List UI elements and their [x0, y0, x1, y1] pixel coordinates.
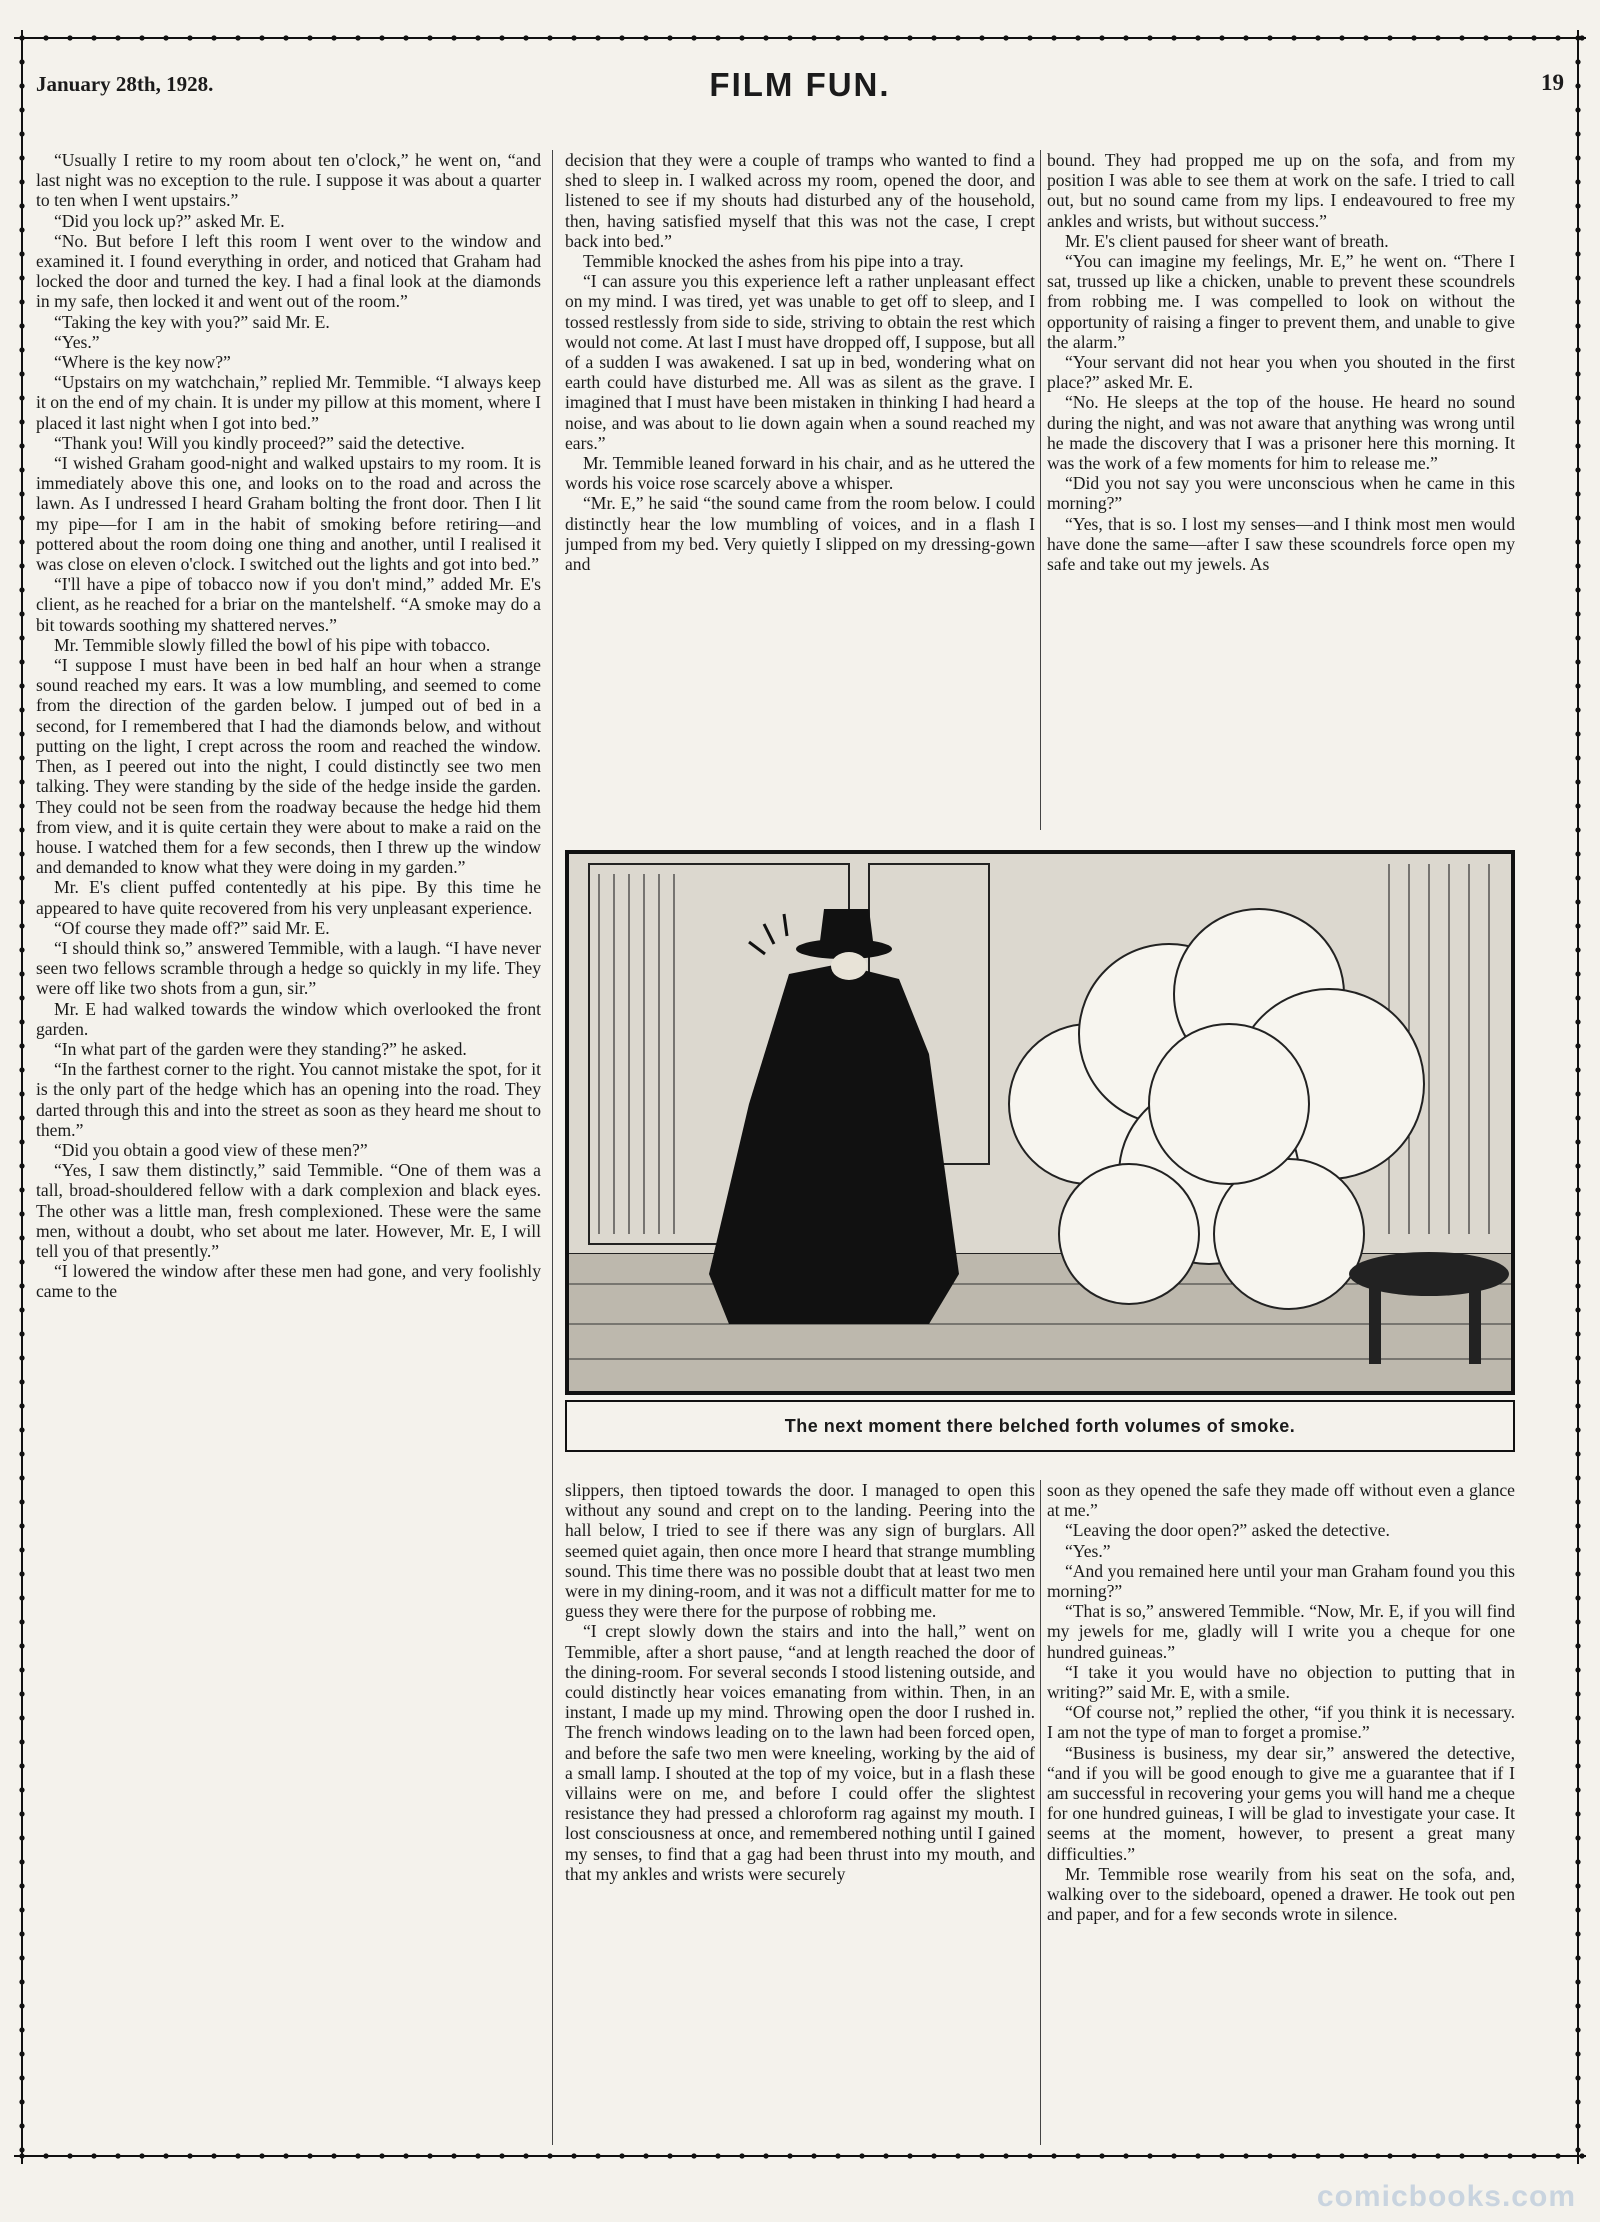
story-paragraph: “Did you obtain a good view of these men?” — [54, 1139, 368, 1160]
story-column-3-continued — [1047, 1480, 1515, 2145]
story-paragraph: soon as they opened the safe they made off without even a glance at me.” — [1047, 1480, 1515, 1521]
page-number: 19 — [1541, 70, 1564, 95]
story-illustration — [565, 850, 1515, 1395]
story-paragraph: “Usually I retire to my room about ten o'clock,” he went on, “and last night was no exception to the rule. I suppose it was about a quarter to ten when I went upstairs.” — [36, 150, 541, 211]
story-paragraph: “In what part of the garden were they standing?” he asked. — [54, 1038, 467, 1059]
story-paragraph: “Did you not say you were unconscious when he came in this morning?” — [1047, 473, 1515, 514]
story-paragraph: “Mr. E,” he said “the sound came from the room below. I could distinctly hear the low mumbling of voices, and in a flash I jumped from my bed. Very quietly I slipped on my dressing-gown and — [565, 493, 1035, 575]
story-paragraph: Mr. E's client paused for sheer want of breath. — [1065, 230, 1389, 251]
story-paragraph: “Business is business, my dear sir,” answered the detective, “and if you will be good enough to give me a guarantee that if I am successful in recovering your gems you will hand me a cheque for one hundred guineas, I will be glad to investigate your case. It seems at the moment, however, to present a great many difficulties.” — [1047, 1742, 1515, 1864]
story-paragraph: “Yes, I saw them distinctly,” said Temmible. “One of them was a tall, broad-shouldered fellow with a dark complexion and black eyes. The other was a little man, fresh complexioned. These were the same men, without a doubt, who set about me later. However, Mr. E, I will tell you of that presently.” — [36, 1160, 541, 1261]
issue-date: January 28th, 1928. — [36, 72, 214, 96]
story-paragraph: Mr. Temmible rose wearily from his seat on the sofa, and, walking over to the sideboard, opened a drawer. He took out pen and paper, and for a few seconds wrote in silence. — [1047, 1863, 1515, 1925]
magazine-title: FILM FUN. — [709, 66, 891, 103]
story-paragraph: “In the farthest corner to the right. You cannot mistake the spot, for it is the only part of the hedge which has an opening into the road. They darted through this and into the street as soon as they heard me shout to them.” — [36, 1059, 541, 1140]
story-paragraph: slippers, then tiptoed towards the door. I managed to open this without any sound and crept on to the landing. Peering into the hall below, I tried to see if there was any sign of burglars. All seemed quiet again, then once more I heard that strange mumbling sound. This time there was no possible doubt that at least two men were in my dining-room, and it was not a difficult matter for me to guess they were there for the purpose of robbing me. — [565, 1480, 1035, 1622]
story-paragraph: “Leaving the door open?” asked the detective. — [1065, 1520, 1390, 1541]
story-paragraph: “I lowered the window after these men had gone, and very foolishly came to the — [36, 1261, 541, 1302]
column-divider — [552, 150, 553, 2145]
burglar-smoke-drawing — [569, 854, 1511, 1391]
story-paragraph: “You can imagine my feelings, Mr. E,” he went on. “There I sat, trussed up like a chicken, unable to prevent these scoundrels from robbing me. I was compelled to look on without the opportunity of raising a finger to prevent them, and unable to give the alarm.” — [1047, 251, 1515, 352]
story-paragraph: “Thank you! Will you kindly proceed?” said the detective. — [54, 432, 465, 453]
page-border-left — [14, 30, 30, 2164]
story-paragraph: “I take it you would have no objection to putting that in writing?” said Mr. E, with a smile. — [1047, 1661, 1515, 1703]
column-divider — [1040, 150, 1041, 830]
story-paragraph: “Yes.” — [54, 331, 100, 352]
story-paragraph: “Taking the key with you?” said Mr. E. — [54, 311, 330, 332]
story-paragraph: Mr. Temmible slowly filled the bowl of his pipe with tobacco. — [54, 634, 491, 655]
story-paragraph: “That is so,” answered Temmible. “Now, Mr. E, if you will find my jewels for me, gladly will I write you a cheque for one hundred guineas.” — [1047, 1601, 1515, 1662]
illustration-caption: The next moment there belched forth volumes of smoke. — [565, 1400, 1515, 1452]
column-divider — [1040, 1480, 1041, 2145]
page-border-right — [1570, 30, 1586, 2164]
story-paragraph: “Of course not,” replied the other, “if you think it is necessary. I am not the type of man to forget a promise.” — [1047, 1702, 1515, 1743]
story-paragraph: decision that they were a couple of tramps who wanted to find a shed to sleep in. I walked across my room, opened the door, and listened to see if my shouts had disturbed any of the household, then, having satisfied myself that this was not the case, I crept back into bed.” — [565, 150, 1035, 251]
story-paragraph: “Of course they made off?” said Mr. E. — [54, 917, 330, 938]
watermark: comicbooks.com — [1316, 2180, 1576, 2213]
story-paragraph: “I wished Graham good-night and walked upstairs to my room. It is immediately above this one, and looks on to the road and across the lawn. As I undressed I heard Graham bolting the front door. Then I lit my pipe—for I am in the habit of smoking before retiring—and pottered about the room doing one thing and another, until I realised it was close on eleven o'clock. I switched out the lights and got into bed.” — [36, 453, 541, 575]
story-paragraph: “Your servant did not hear you when you shouted in the first place?” asked Mr. E. — [1047, 352, 1515, 393]
story-paragraph: “I can assure you this experience left a rather unpleasant effect on my mind. I was tired, yet was unable to get off to sleep, and I tossed restlessly from side to side, striving to obtain the rest which would not come. At last I must have dropped off, I suppose, but all of a sudden I was awakened. I sat up in bed, wondering what on earth could have disturbed me. All was as silent as the grave. I imagined that I must have been mistaken in thinking I had heard a noise, and was about to lie down again when a sound reached my ears.” — [565, 271, 1035, 453]
story-paragraph: “And you remained here until your man Graham found you this morning?” — [1047, 1560, 1515, 1602]
story-column-2-continued — [565, 1480, 1035, 2145]
story-column-1 — [36, 150, 541, 2145]
story-paragraph: “I crept slowly down the stairs and into the hall,” went on Temmible, after a short pause, “and at length reached the door of the dining-room. For several seconds I stood listening outside, and could distinctly hear voices emanating from within. Then, in an instant, I made up my mind. Throwing open the door I rushed in. The french windows leading on to the lawn had been forced open, and before the safe two men were kneeling, working by the aid of a small lamp. I shouted at the top of my voice, but in a flash these villains were on me, and before I could offer the slightest resistance they had pressed a chloroform rag against my mouth. I lost consciousness at once, and remembered nothing until I gained my senses, to find that a gag had been thrust into my mouth, and that my ankles and wrists were securely — [565, 1621, 1035, 1884]
story-paragraph: bound. They had propped me up on the sofa, and from my position I was able to see them at work on the safe. I tried to call out, but no sound came from my lips. I endeavoured to free my ankles and wrists, but without success.” — [1047, 150, 1515, 231]
story-paragraph: Mr. E had walked towards the window which overlooked the front garden. — [36, 998, 541, 1039]
story-paragraph: “No. He sleeps at the top of the house. He heard no sound during the night, and was not aware that anything was wrong until he made the discovery that I was a prisoner here this morning. It was the work of a few moments for him to release me.” — [1047, 392, 1515, 474]
story-paragraph: “I suppose I must have been in bed half an hour when a strange sound reached my ears. It was a low mumbling, and seemed to come from the direction of the garden below. I jumped out of bed in a second, for I remembered that I had the diamonds below, and without putting on the light, I crept across the room and reached the window. Then, as I peered out into the night, I could distinctly see two men talking. They were standing by the side of the hedge inside the garden. They could not be seen from the roadway because the hedge hid them from view, and it is quite certain they were about to make a raid on the house. I watched them for a few seconds, then I threw up the window and demanded to know what they were doing in my garden.” — [36, 655, 541, 878]
story-paragraph: “Where is the key now?” — [54, 352, 231, 373]
story-paragraph: “Yes.” — [1065, 1540, 1111, 1561]
story-paragraph: Temmible knocked the ashes from his pipe into a tray. — [583, 251, 964, 272]
story-paragraph: “Did you lock up?” asked Mr. E. — [54, 210, 285, 231]
page-border-top — [14, 30, 1586, 46]
story-paragraph: “Yes, that is so. I lost my senses—and I think most men would have done the same—after I saw these scoundrels force open my safe and take out my jewels. As — [1047, 513, 1515, 575]
page-border-bottom — [14, 2148, 1586, 2164]
story-paragraph: “I'll have a pipe of tobacco now if you don't mind,” added Mr. E's client, as he reached for a briar on the mantelshelf. “A smoke may do a bit towards soothing my shattered nerves.” — [36, 574, 541, 635]
story-paragraph: “I should think so,” answered Temmible, with a laugh. “I have never seen two fellows scramble through a hedge so quickly in my life. They were off like two shots from a gun, sir.” — [36, 937, 541, 999]
story-paragraph: “Upstairs on my watchchain,” replied Mr. Temmible. “I always keep it on the end of my chain. It is under my pillow at this moment, where I placed it last night when I got into bed.” — [36, 372, 541, 433]
story-column-3 — [1047, 150, 1515, 830]
page-header — [36, 66, 1564, 106]
story-paragraph: Mr. Temmible leaned forward in his chair, and as he uttered the words his voice rose scarcely above a whisper. — [565, 453, 1035, 494]
story-column-2 — [565, 150, 1035, 830]
story-paragraph: Mr. E's client puffed contentedly at his pipe. By this time he appeared to have quite recovered from his very unpleasant experience. — [36, 877, 541, 918]
story-paragraph: “No. But before I left this room I went over to the window and examined it. I found everything in order, and noticed that Graham had locked the door and turned the key. I had a final look at the diamonds in my safe, then locked it and went out of the room.” — [36, 230, 541, 312]
